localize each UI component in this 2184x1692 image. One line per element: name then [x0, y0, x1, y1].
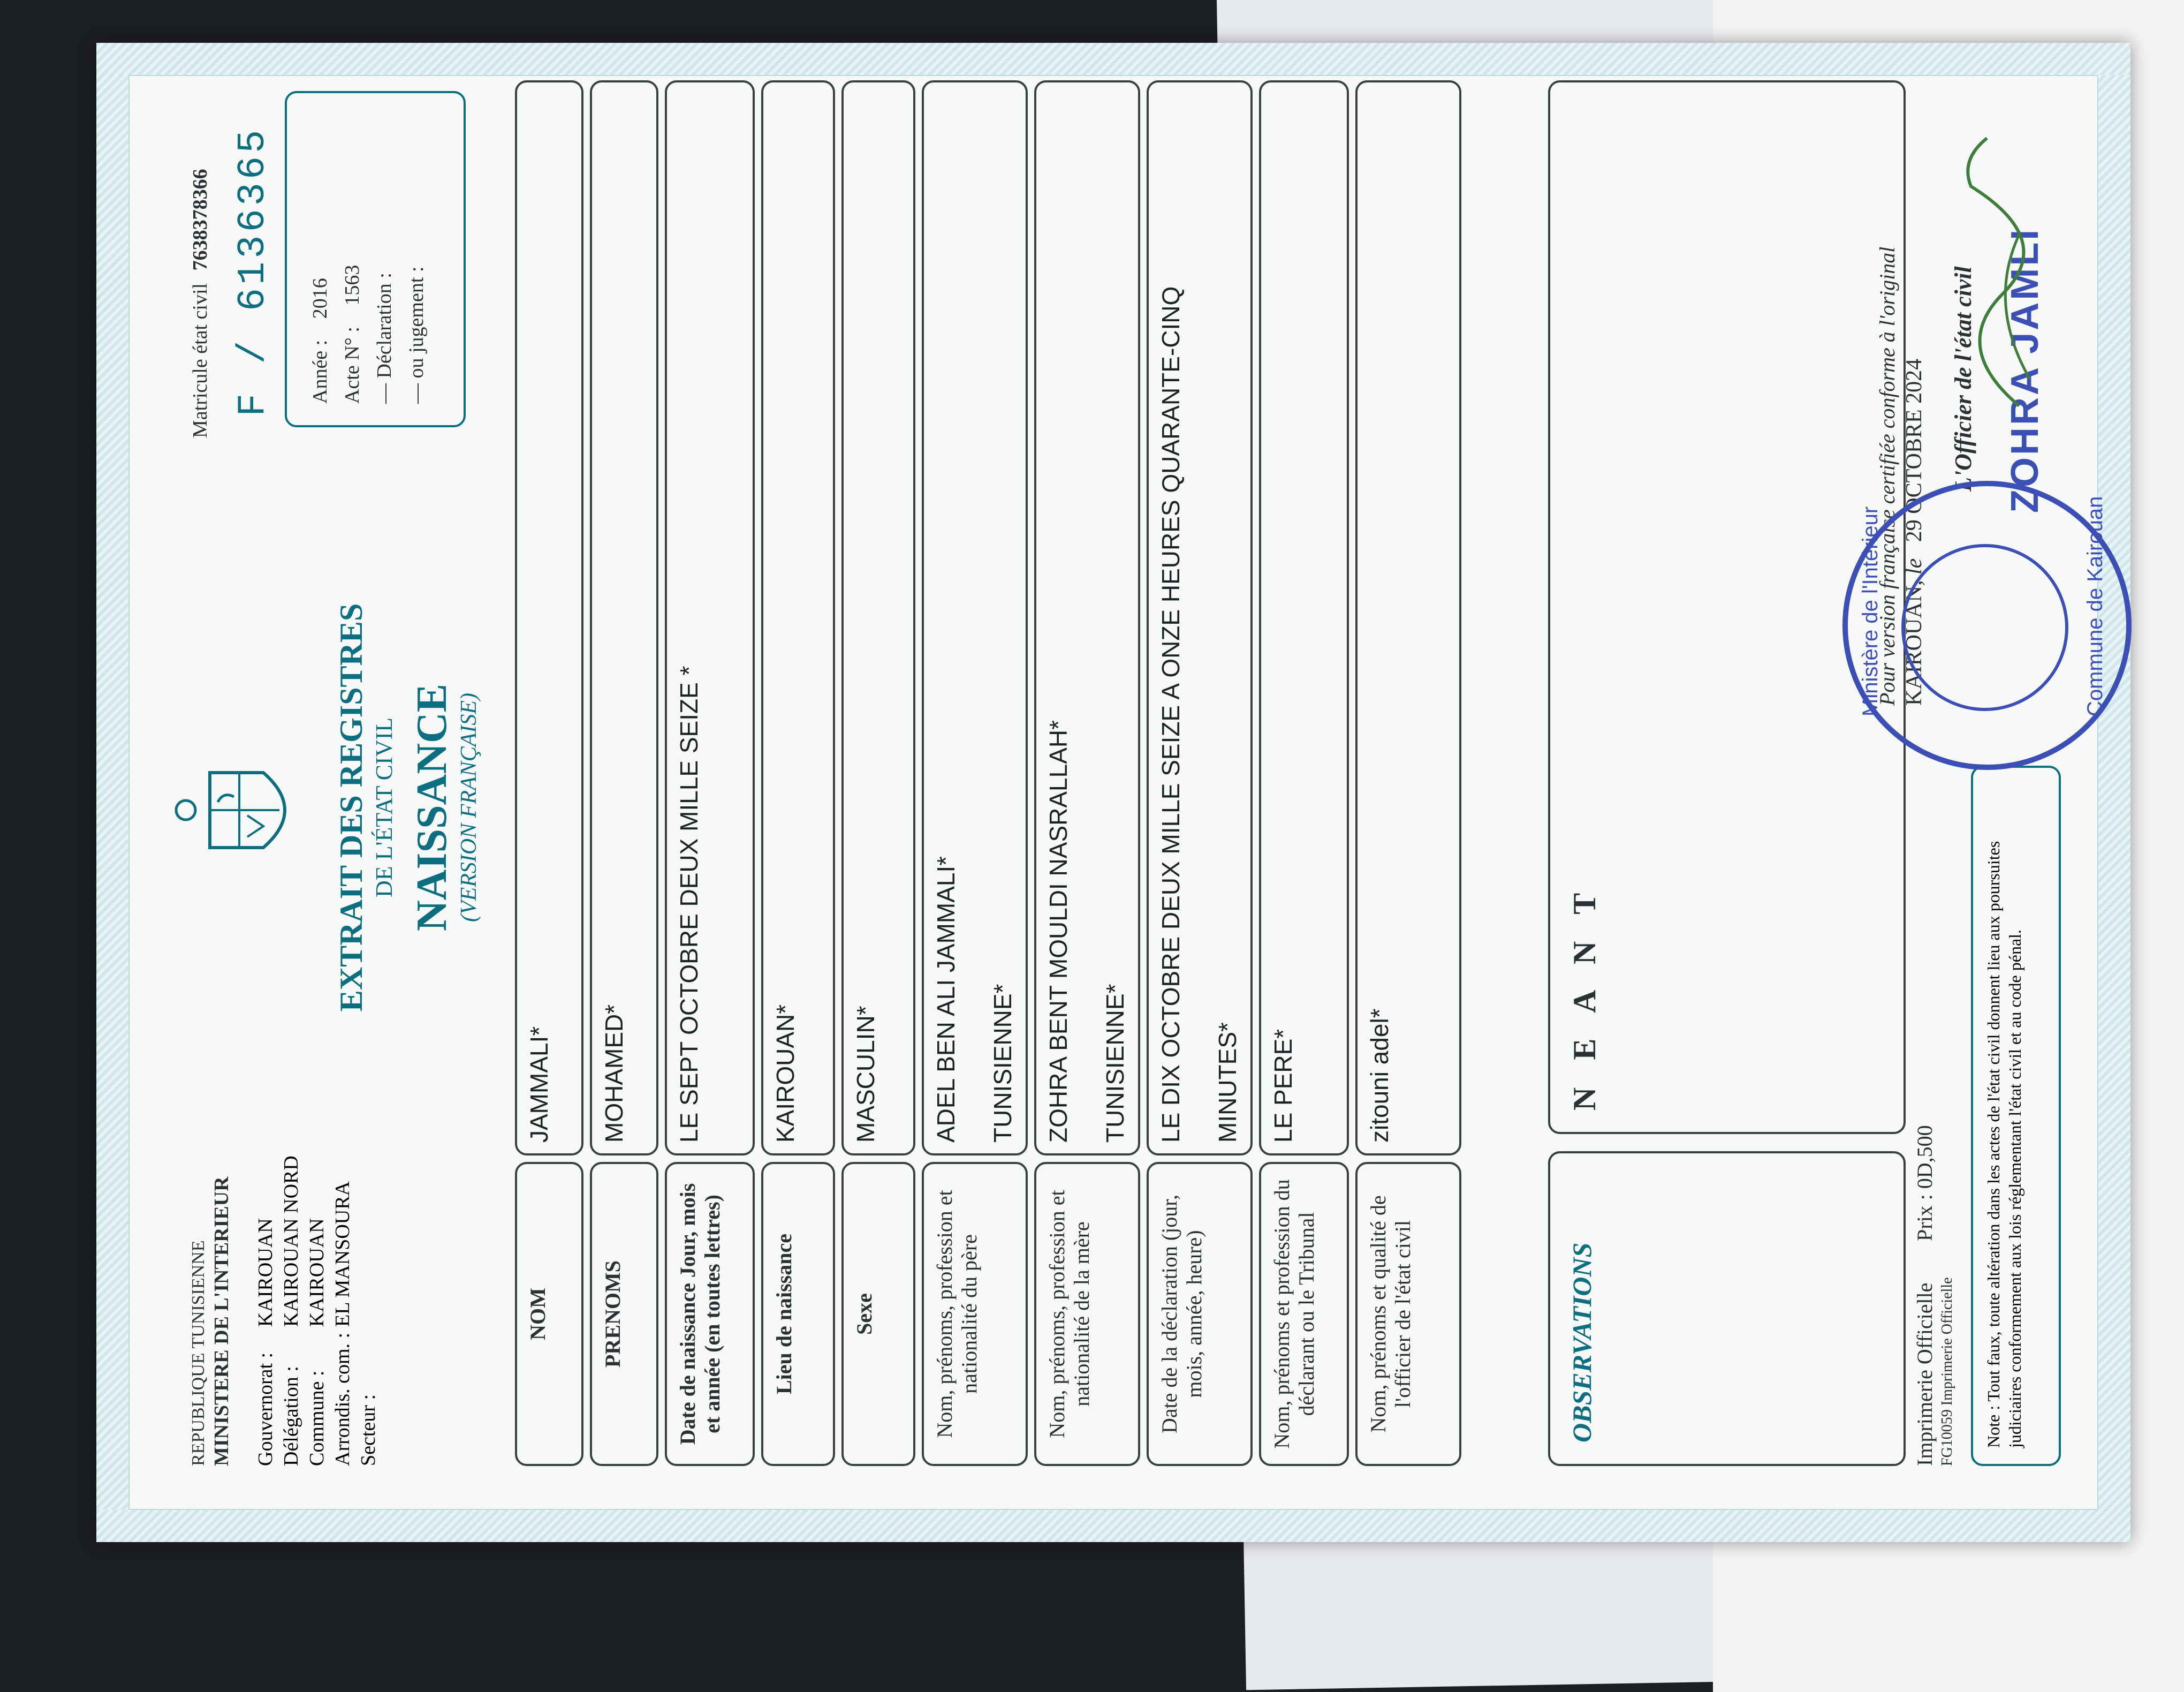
document-version: (VERSION FRANÇAISE)	[457, 692, 481, 923]
admin-row	[330, 1155, 355, 1466]
admin-value: KAIROUAN	[306, 1218, 328, 1327]
declaration-label: — Déclaration :	[373, 273, 396, 404]
acte-value: 1563	[341, 265, 363, 306]
matricule-label: Matricule état civil	[189, 283, 211, 438]
jugement-label: — ou jugement :	[405, 266, 428, 404]
field-value: ZOHRA BENT MOULDI NASRALLAH*	[1044, 720, 1072, 1143]
legal-note: Note : Tout faux, toute altération dans les actes de l'état civil donnent lieu aux poursuites judiciaires conformement aux lois réglementant l'état civil et au code pénal.	[1984, 841, 2024, 1448]
field-value-box	[761, 80, 835, 1155]
price-label: Prix : 0D,500	[1913, 1125, 1937, 1241]
issue-place: KAIROUAN	[1902, 586, 1927, 706]
field-value: ADEL BEN ALI JAMMALI*	[932, 856, 960, 1143]
field-label-box	[922, 1162, 1028, 1466]
field-label-box	[1259, 1162, 1349, 1466]
field-value-box	[515, 80, 583, 1155]
document-body	[128, 75, 2107, 1510]
birth-certificate	[96, 43, 2130, 1542]
field-value-box	[841, 80, 915, 1155]
document-subtitle: DE L'ÉTAT CIVIL	[371, 717, 397, 897]
field-value-box	[665, 80, 755, 1155]
observations-value: N E A N T	[1567, 883, 1602, 1111]
admin-label: Arrondis. com. :	[331, 1332, 354, 1466]
guilloche-border-bottom	[2098, 43, 2130, 1542]
field-label: Date de naissance Jour, mois et année (en toutes lettres)	[676, 1183, 724, 1445]
stamp-ring-top: Ministère de l'Intérieur	[1859, 506, 1882, 716]
field-value-box	[922, 80, 1028, 1155]
stamp-emblem-icon	[1901, 544, 2068, 711]
observations-label-box	[1548, 1151, 1906, 1466]
field-label: NOM	[526, 1288, 550, 1340]
field-value-box	[1355, 80, 1461, 1155]
field-label-box	[515, 1162, 583, 1466]
field-label-box	[590, 1162, 658, 1466]
field-label: Lieu de naissance	[772, 1233, 796, 1395]
republic-label: REPUBLIQUE TUNISIENNE	[188, 1240, 208, 1466]
field-value-box	[1034, 80, 1140, 1155]
field-label-box	[665, 1162, 755, 1466]
field-label-box	[761, 1162, 835, 1466]
field-value: MOHAMED*	[600, 1004, 628, 1143]
annee-row	[308, 278, 332, 404]
admin-block	[253, 1155, 381, 1466]
signature-name-stamp: ZOHRA JAMLI	[2004, 227, 2046, 513]
field-value-line2: TUNISIENNE*	[989, 984, 1017, 1143]
admin-value: KAIROUAN NORD	[280, 1155, 302, 1327]
field-label: Nom, prénoms et profession du déclarant ou le Tribunal	[1270, 1179, 1318, 1449]
field-value: zitouni adel*	[1366, 1008, 1393, 1143]
acte-row	[340, 265, 364, 404]
field-label: Sexe	[852, 1293, 876, 1335]
admin-label: Gouvernorat :	[254, 1352, 277, 1466]
form-code: FG10059 Imprimerie Officielle	[1939, 1277, 1955, 1466]
field-label-box	[841, 1162, 915, 1466]
document-kind: NAISSANCE	[408, 683, 456, 932]
field-label: Nom, prénoms, profession et nationalité de la mère	[1045, 1190, 1094, 1438]
admin-row	[253, 1155, 278, 1466]
field-label: Nom, prénoms et qualité de l'officier de l'état civil	[1366, 1195, 1415, 1433]
admin-row	[278, 1155, 304, 1466]
guilloche-border-left	[96, 1510, 2130, 1542]
legal-note-box	[1971, 766, 2061, 1466]
field-label: PRENOMS	[601, 1260, 625, 1368]
admin-row	[304, 1155, 330, 1466]
field-value: LE DIX OCTOBRE DEUX MILLE SEIZE A ONZE HEURES QUARANTE-CINQ	[1157, 286, 1185, 1143]
field-value-line2: MINUTES*	[1214, 1022, 1241, 1143]
signature-icon	[1939, 133, 2049, 411]
tunisia-coat-of-arms-icon	[172, 765, 312, 856]
field-value: JAMMALI*	[525, 1026, 553, 1143]
matricule-value: 7638378366	[189, 169, 211, 271]
field-value: MASCULIN*	[852, 1006, 879, 1143]
field-value: LE SEPT OCTOBRE DEUX MILLE SEIZE *	[675, 666, 703, 1143]
admin-label: Secteur :	[357, 1394, 380, 1466]
admin-row	[355, 1155, 381, 1466]
annee-label: Année :	[309, 339, 331, 404]
field-value: KAIROUAN*	[771, 1004, 799, 1143]
official-stamp	[1842, 481, 2132, 770]
field-value: LE PERE*	[1269, 1029, 1297, 1143]
stamp-ring-bottom: Commune de Kairouan	[2083, 496, 2107, 716]
field-label-box	[1147, 1162, 1253, 1466]
field-value-line2: TUNISIENNE*	[1101, 984, 1129, 1143]
issue-date: 29 OCTOBRE 2024	[1902, 358, 1927, 542]
field-label-box	[1034, 1162, 1140, 1466]
annee-value: 2016	[309, 278, 331, 319]
observations-label: OBSERVATIONS	[1567, 1242, 1597, 1442]
admin-label: Délégation :	[280, 1366, 302, 1466]
field-value-box	[1147, 80, 1253, 1155]
field-value-box	[1259, 80, 1349, 1155]
field-label: Nom, prénoms, profession et nationalité du père	[932, 1190, 981, 1438]
document-title: EXTRAIT DES REGISTRES	[333, 603, 369, 1012]
admin-value: KAIROUAN	[254, 1218, 277, 1327]
serial-number: F / 6136365	[231, 126, 275, 417]
officer-label: L'Officier de l'état civil	[1950, 266, 1976, 492]
conformity-text: Pour version française certifiée conforme à l'original	[1875, 246, 1899, 706]
admin-label: Commune :	[306, 1370, 328, 1466]
printer-label: Imprimerie Officielle	[1913, 1282, 1937, 1466]
registry-box	[285, 91, 466, 427]
admin-value: EL MANSOURA	[331, 1181, 354, 1327]
field-value-box	[590, 80, 658, 1155]
matricule	[188, 169, 212, 438]
issue-date-prefix: , le	[1902, 558, 1927, 586]
guilloche-border-right	[96, 43, 2130, 75]
acte-label: Acte N° :	[341, 327, 363, 404]
ministry-label: MINISTERE DE L'INTERIEUR	[210, 1176, 233, 1466]
field-label: Date de la déclaration (jour, mois, année, heure)	[1157, 1195, 1206, 1433]
guilloche-border-top	[96, 43, 128, 1542]
field-label-box	[1355, 1162, 1461, 1466]
